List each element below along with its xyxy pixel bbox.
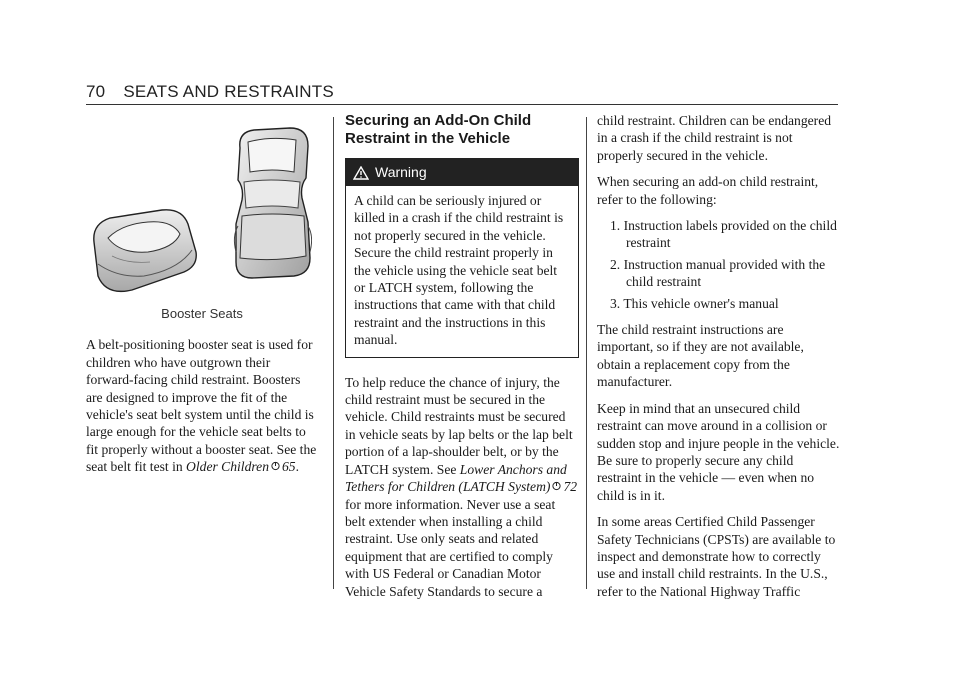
backless-booster-icon: [88, 204, 200, 294]
column-1: [86, 112, 318, 485]
high-back-booster-icon: [230, 126, 312, 282]
figure-caption: Booster Seats: [161, 306, 243, 321]
paragraph-5: In some areas Certified Child Passenger Safety Technicians (CPSTs) are available to inspect and demonstrate how to correctly use and install child restraints. In the U.S., refer to the National Highway Traffic: [597, 514, 836, 599]
warning-text: A child can be seriously injured or killed in a crash if the child restraint is not properly secured in the vehicle. Secure the child restraint properly in the vehicle using the vehicle seat belt or LATCH system, following the instructions that came with that child restraint and the instructions in this manual.: [354, 193, 564, 348]
older-children-link[interactable]: Older Children: [186, 459, 269, 475]
page-reference-icon: [552, 480, 561, 491]
warning-label: Warning: [375, 163, 427, 180]
paragraph-1: child restraint. Children can be endangered in a crash if the child restraint is not properly secured in the vehicle.: [597, 113, 832, 163]
column-3: [597, 112, 840, 609]
list-item: 3. This vehicle owner's manual: [610, 295, 779, 311]
page-header: [86, 82, 334, 102]
page-reference-icon: [271, 460, 280, 471]
latch-link[interactable]: Lower Anchors and Tethers for Children (LATCH System): [345, 461, 567, 495]
header-rule: [86, 104, 838, 105]
paragraph-2: When securing an add-on child restraint, refer to the following:: [597, 174, 819, 207]
reference-list: [597, 217, 840, 312]
latch-page[interactable]: 72: [563, 479, 578, 495]
warning-box: [345, 158, 579, 358]
paragraph-4: Keep in mind that an unsecured child restraint can move around in a collision or sudden stop and injure people in the vehicle. Be sure to properly secure any child restraint in the vehicle — even when no child is in it.: [597, 400, 840, 503]
column-divider-2: [586, 117, 587, 589]
list-item: 1. Instruction labels provided on the child restraint: [610, 218, 837, 251]
warning-header: [346, 159, 578, 186]
section-title: SEATS AND RESTRAINTS: [123, 82, 334, 101]
column-divider-1: [333, 117, 334, 589]
page-number: 70: [86, 82, 106, 101]
older-children-page[interactable]: 65: [282, 459, 296, 475]
column-2: [345, 112, 579, 609]
list-item: 2. Instruction manual provided with the child restraint: [610, 256, 826, 290]
securing-paragraph: To help reduce the chance of injury, the child restraint must be secured in the vehicle. Child restraints must be secured in vehicle seats by lap belts or the lap belt portion of a lap-shoulder belt, or by the LATCH system. See Lower Anchors and Tethers for Children (LATCH System) 72 for more information. Never use a seat belt extender when installing a child restraint. Use only seats and related equipment that are certified to comply with US Federal or Canadian Motor Vehicle Safety Standards to secure a: [345, 374, 578, 599]
warning-triangle-icon: [353, 166, 369, 180]
booster-paragraph: A belt-positioning booster seat is used for children who have outgrown their forward-facing child restraint. Boosters are designed to improve the fit of the vehicle's seat belt system until the child is large enough for the vehicle seat belts to fit properly without a booster seat. See the seat belt fit test in Older Children 65.: [86, 337, 317, 475]
booster-seats-figure: [86, 118, 311, 293]
paragraph-3: The child restraint instructions are important, so if they are not available, obtain a replacement copy from the manufacturer.: [597, 322, 804, 390]
section-heading: Securing an Add-On Child Restraint in the Vehicle: [345, 112, 532, 147]
